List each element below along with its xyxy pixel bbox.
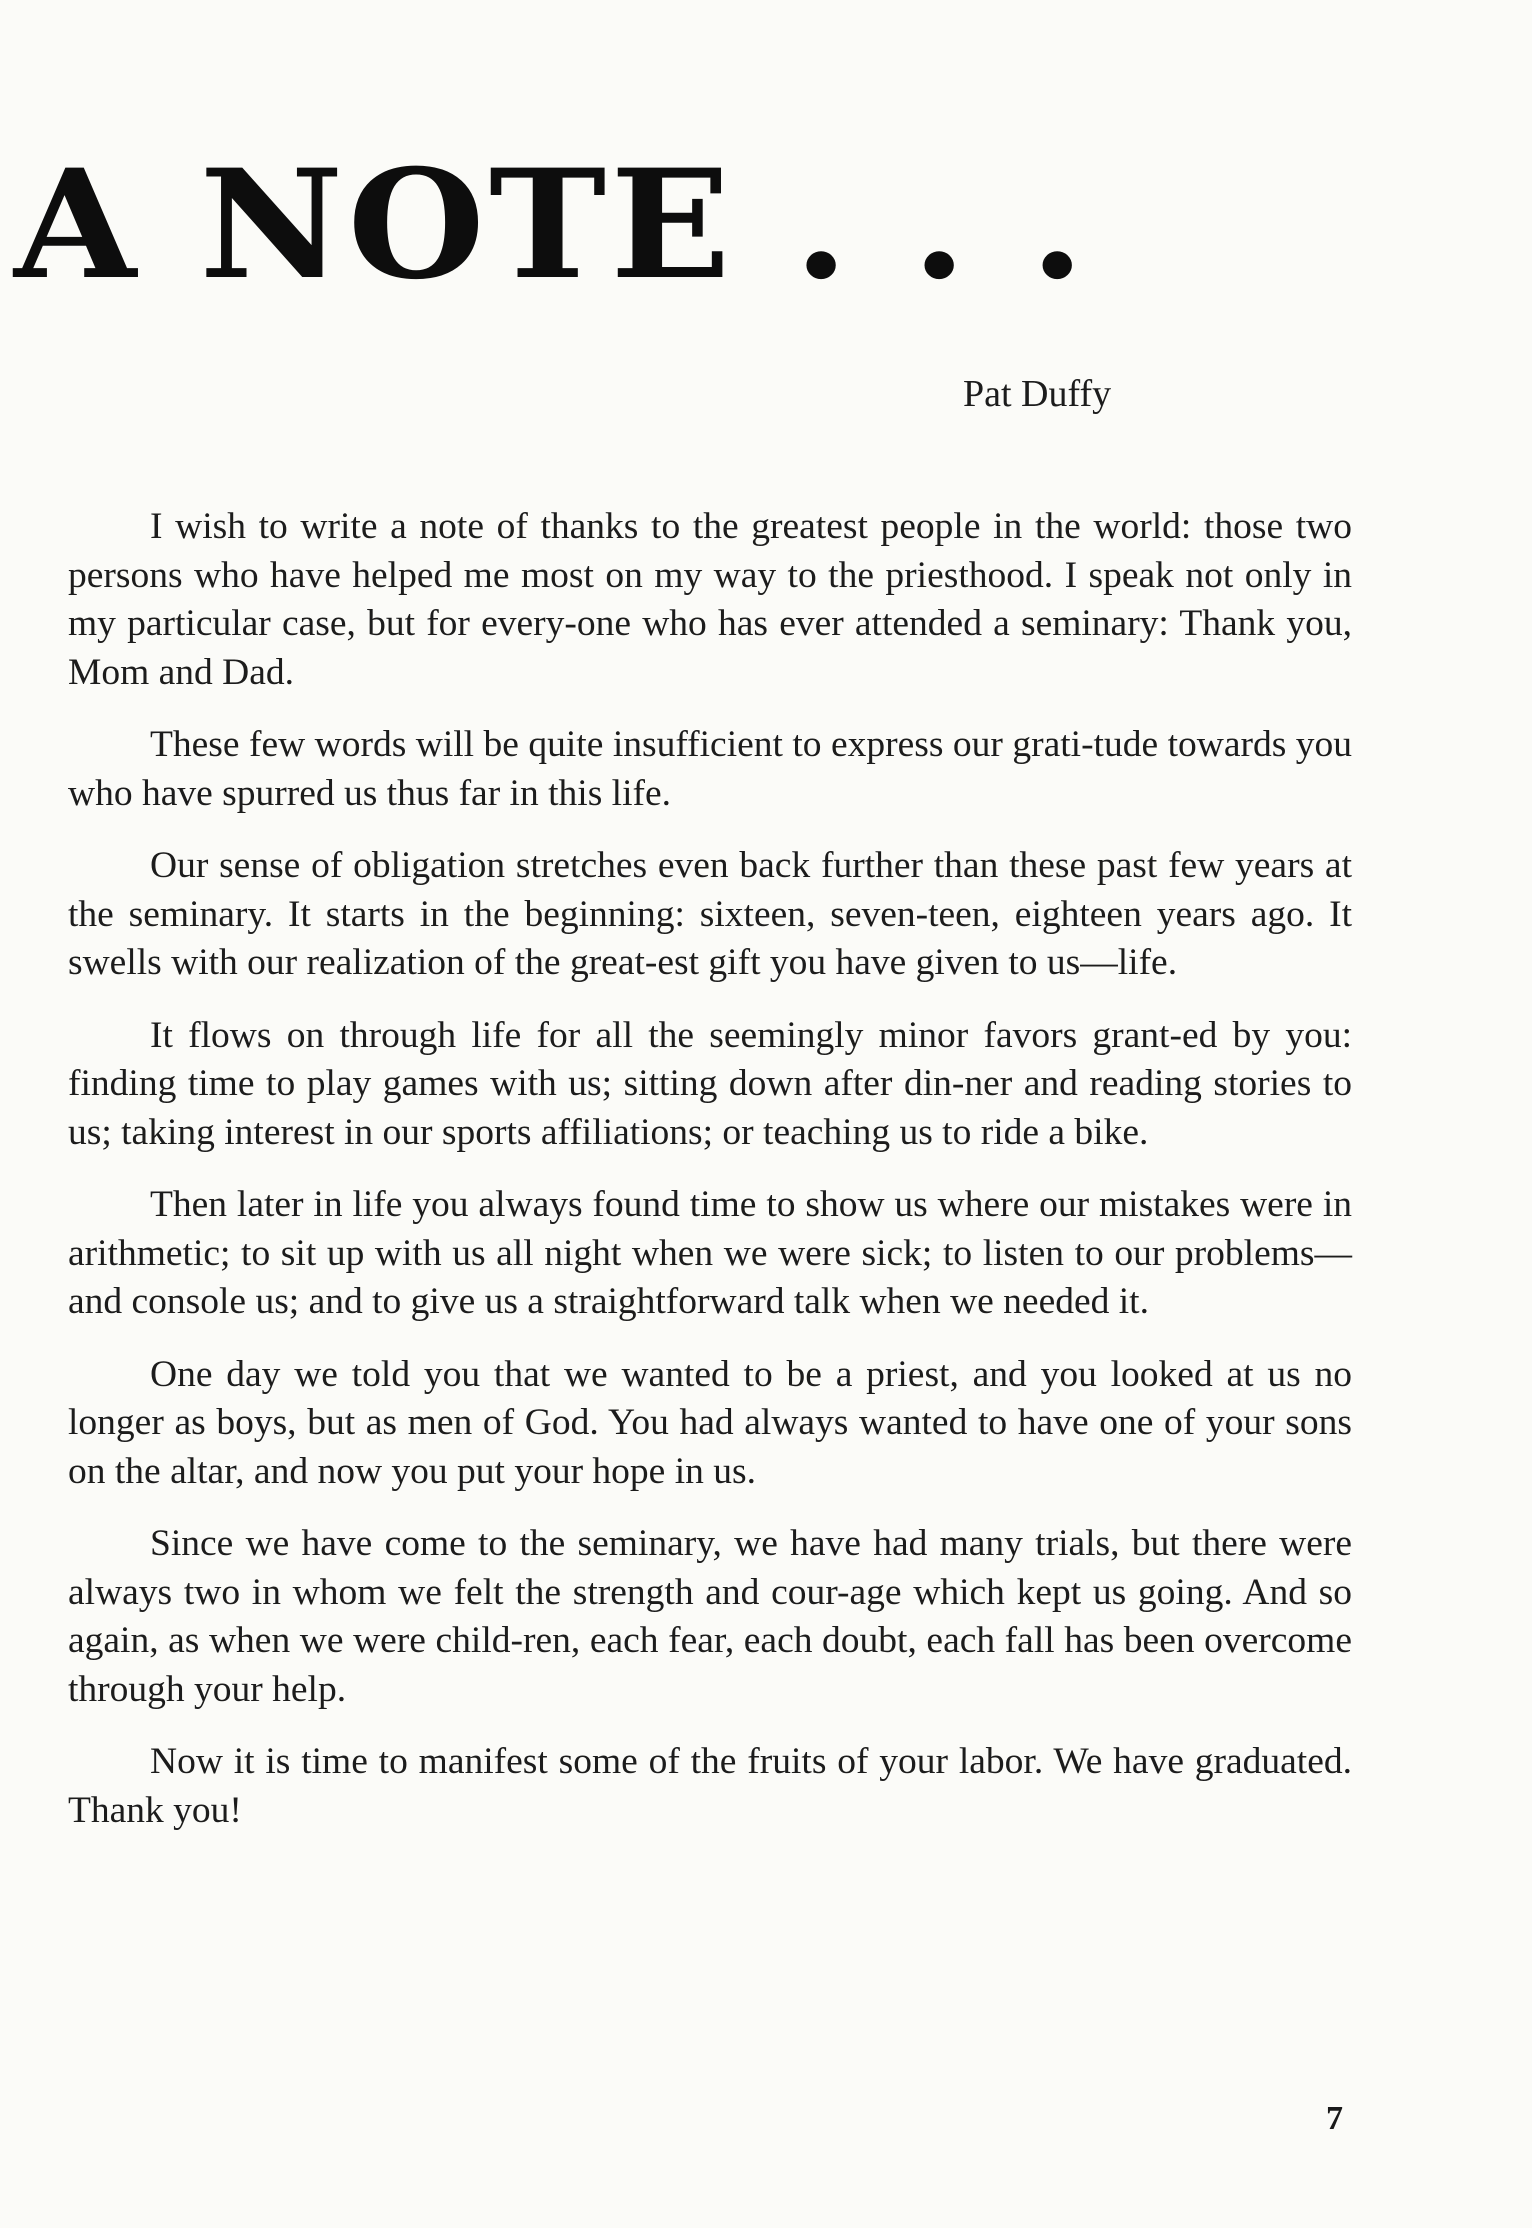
paragraph: Now it is time to manifest some of the fruits of your labor. We have graduated. Thank you!	[68, 1741, 1352, 1831]
paragraph: These few words will be quite insufficient to express our grati-tude towards you who have spurred us thus far in this life.	[68, 724, 1352, 814]
paragraph: Then later in life you always found time to show us where our mistakes were in arithmetic; to sit up with us all night when we were sick; to listen to our problems—and console us; and to give us a straightforward talk when we needed it.	[68, 1184, 1352, 1322]
paragraph: Since we have come to the seminary, we have had many trials, but there were always two in whom we felt the strength and cour-age which kept us going. And so again, as when we were child-ren, each fear, each doubt, each fall has been overcome through your help.	[68, 1523, 1352, 1710]
author-byline: Pat Duffy	[963, 373, 1112, 415]
paragraph: Our sense of obligation stretches even back further than these past few years at the seminary. It starts in the beginning: sixteen, seven-teen, eighteen years ago. It swells with our realization of the great-est gift you have given to us—life.	[68, 845, 1352, 983]
article-body	[68, 503, 1352, 1859]
paragraph: It flows on through life for all the seemingly minor favors grant-ed by you: finding time to play games with us; sitting down after din-ner and reading stories to us; taking interest in our sports affiliations; or teaching us to ride a bike.	[68, 1014, 1352, 1153]
page-title: A NOTE . . .	[14, 137, 1089, 313]
paragraph: I wish to write a note of thanks to the greatest people in the world: those two persons who have helped me most on my way to the priesthood. I speak not only in my particular case, but for every-one who has ever attended a seminary: Thank you, Mom and Dad.	[68, 506, 1352, 693]
paragraph: One day we told you that we wanted to be a priest, and you looked at us no longer as boys, but as men of God. You had always wanted to have one of your sons on the altar, and now you put your hope in us.	[68, 1353, 1352, 1492]
page-number: 7	[1326, 2100, 1343, 2137]
